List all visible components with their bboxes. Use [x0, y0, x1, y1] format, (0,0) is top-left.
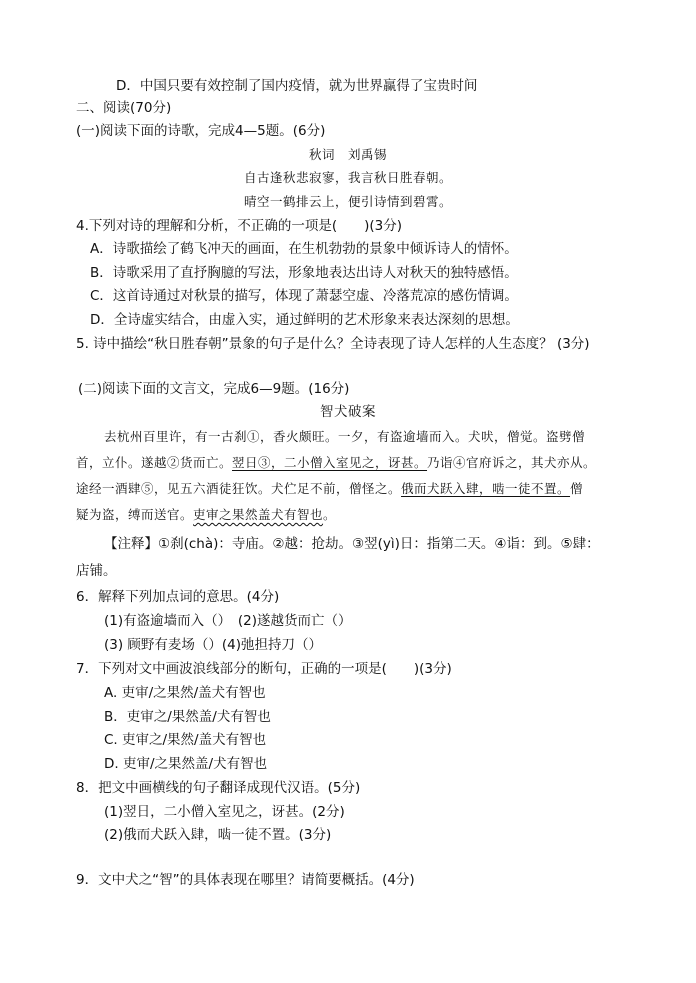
- prose-text: 疑为盗，缚而送官。: [76, 507, 194, 522]
- q4-option-d: D．全诗虚实结合，由虚入实，通过鲜明的艺术形象来表达深刻的思想。: [90, 312, 519, 328]
- q5: 5. 诗中描绘“秋日胜春朝”景象的句子是什么？全诗表现了诗人怎样的人生态度？ (3分): [76, 336, 590, 352]
- q6-row-1: (1)有盗逾墙而入（） (2)遂越货而亡（）: [104, 613, 352, 629]
- prose-text: 僧: [570, 481, 584, 496]
- q8-stem: 8．把文中画横线的句子翻译成现代汉语。(5分): [76, 780, 361, 796]
- poem-line-2: 晴空一鹤排云上，便引诗情到碧霄。: [243, 194, 452, 209]
- q6-stem: 6．解释下列加点词的意思。(4分): [76, 589, 280, 605]
- q7-option-b: B．吏审之/果然盖/犬有智也: [104, 709, 271, 725]
- q3-option-d: D．中国只要有效控制了国内疫情，就为世界赢得了宝贵时间: [116, 78, 478, 94]
- q7-option-d: D. 吏审/之果然盖/犬有智也: [104, 756, 268, 772]
- q9: 9．文中犬之“智”的具体表现在哪里？请简要概括。(4分): [76, 872, 415, 888]
- poem-title: 秋词 刘禹锡: [308, 147, 387, 162]
- section-2-heading: 二、阅读(70分): [76, 100, 172, 116]
- q8-row-2: (2)俄而犬跃入肆，啮一徒不置。(3分): [104, 827, 332, 843]
- q8-row-1: (1)翌日，二小僧入室见之，讶甚。(2分): [104, 804, 345, 820]
- q7-option-c: C. 吏审之/果然/盖犬有智也: [104, 732, 267, 748]
- prose-line-2: [76, 454, 596, 472]
- q4-option-b: B．诗歌采用了直抒胸臆的写法，形象地表达出诗人对秋天的独特感悟。: [90, 265, 518, 281]
- annotation-line-2: 店铺。: [76, 563, 117, 579]
- prose-line-3: [76, 480, 583, 498]
- underlined-sentence-2: 俄而犬跃入肆，啮一徒不置。: [401, 481, 571, 496]
- prose-line-4: [76, 506, 336, 524]
- q6-row-2: (3) 顾野有麦场（）(4)弛担持刀（）: [104, 637, 323, 653]
- underlined-sentence-1: 翌日③，二小僧入室见之，讶甚。: [232, 455, 428, 470]
- prose-line-1: 去杭州百里许，有一古刹①，香火颇旺。一夕，有盗逾墙而入。犬吠，僧觉。盗劈僧: [104, 429, 586, 444]
- q7-stem: 7．下列对文中画波浪线部分的断句，正确的一项是( )(3分): [76, 661, 452, 677]
- prose-title: 智犬破案: [320, 404, 376, 420]
- q7-option-a: A. 吏审/之果然/盖犬有智也: [104, 685, 266, 701]
- prose-text: 。: [323, 507, 337, 522]
- annotation-line-1: 【注释】①刹(chà)：寺庙。②越：抢劫。③翌(yì)日：指第二天。④诣：到。⑤肆：: [104, 536, 600, 552]
- q4-option-c: C．这首诗通过对秋景的描写，体现了萧瑟空虚、冷落荒凉的感伤情调。: [90, 288, 518, 304]
- wavy-underlined-sentence: 吏审之果然盖犬有智也: [193, 507, 324, 522]
- prose-text: 乃诣④官府诉之，其犬亦从。: [427, 455, 597, 470]
- q4-stem: 4.下列对诗的理解和分析，不正确的一项是( )(3分): [76, 218, 403, 234]
- prose-text: 途经一酒肆⑤，见五六酒徒狂饮。犬伫足不前，僧怪之。: [76, 481, 402, 496]
- q4-option-a: A．诗歌描绘了鹤飞冲天的画面，在生机勃勃的景象中倾诉诗人的情怀。: [90, 241, 518, 257]
- part-1-instruction: (一)阅读下面的诗歌，完成4—5题。(6分): [76, 123, 326, 139]
- poem-line-1: 自古逢秋悲寂寥，我言秋日胜春朝。: [243, 170, 452, 185]
- prose-text: 首，立仆。遂越②货而亡。: [76, 455, 233, 470]
- part-2-instruction: (二)阅读下面的文言文，完成6—9题。(16分): [78, 381, 350, 397]
